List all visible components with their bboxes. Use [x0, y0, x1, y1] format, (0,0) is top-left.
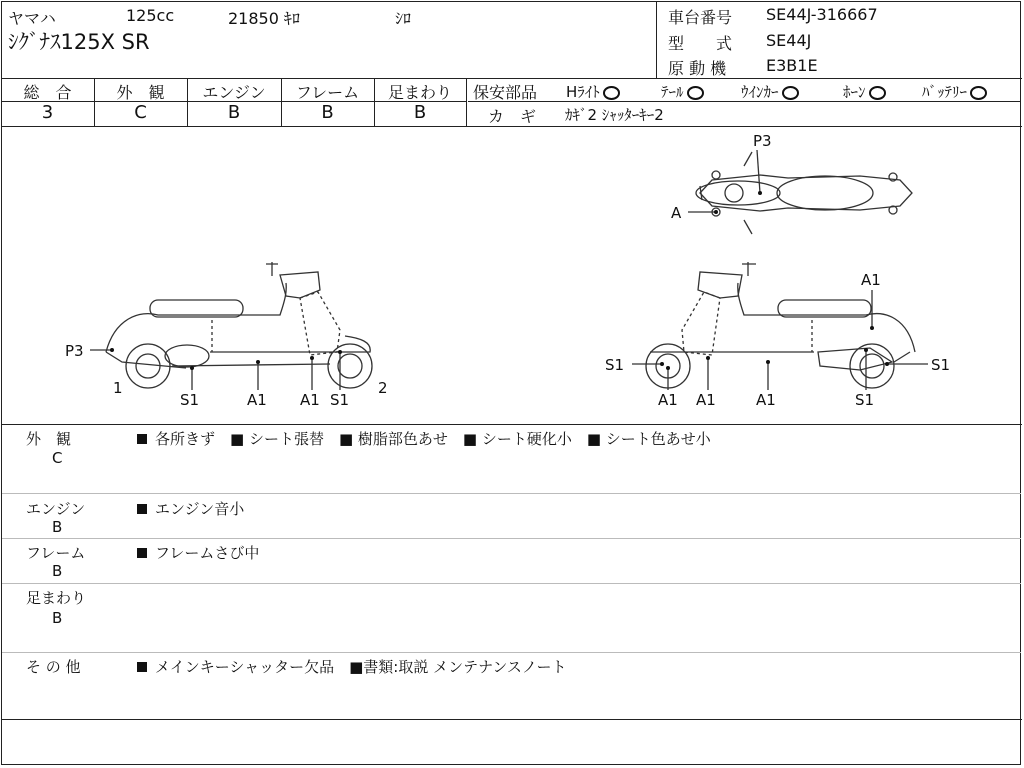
comment-grade-suspension: B	[52, 609, 63, 627]
comment-label-engine: エンジン	[26, 500, 86, 518]
label-top-p3: P3	[753, 132, 772, 150]
bullet-icon	[137, 434, 147, 444]
comment-text-engine: エンジン音小	[137, 498, 244, 519]
displacement: 125cc	[126, 6, 175, 25]
type-label: 型 式	[668, 34, 733, 53]
diagram-bottom-rule	[1, 424, 1022, 425]
header-divider	[656, 1, 657, 78]
comment-label-frame: フレーム	[26, 544, 86, 562]
grade-value-engine: B	[227, 102, 241, 123]
key-value: ｶｷﾞ2 ｼｬｯﾀｰｷｰ2	[565, 106, 664, 124]
label-right-a1-top: A1	[861, 271, 881, 289]
label-right-a1-c: A1	[756, 391, 776, 409]
grade-value-suspension: B	[413, 102, 427, 123]
color: ｼﾛ	[395, 9, 412, 28]
engine-no: E3B1E	[766, 56, 818, 75]
maker: ヤマハ	[8, 9, 56, 28]
label-right-s1-bottom: S1	[855, 391, 875, 409]
left-side-scooter	[106, 262, 372, 388]
grade-label-overall: 総 合	[23, 83, 72, 102]
model-name: ｼｸﾞﾅｽ125X SR	[8, 30, 150, 54]
comment-text-frame: フレームさび中	[137, 542, 259, 563]
comments-bottom-rule	[1, 719, 1022, 720]
ok-circle-icon	[782, 86, 799, 100]
safety-item-headlight: Hﾗｲﾄ	[566, 81, 620, 102]
comment-grade-engine: B	[52, 518, 63, 536]
key-label: カ ギ	[488, 107, 537, 126]
comment-text-exterior: 各所きず ■ シート張替 ■ 樹脂部色あせ ■ シート硬化小 ■ シート色あせ小	[137, 428, 711, 449]
grade-label-engine: エンジン	[202, 83, 266, 102]
comment-grade-frame: B	[52, 562, 63, 580]
grade-value-overall: 3	[41, 102, 54, 123]
header-rule	[1, 78, 1022, 79]
label-left-p3: P3	[65, 342, 84, 360]
label-right-s1-rear: S1	[931, 356, 951, 374]
grade-value-exterior: C	[134, 102, 147, 123]
ok-circle-icon	[603, 86, 620, 100]
label-left-s1-b: S1	[330, 391, 350, 409]
safety-label: 保安部品	[473, 83, 538, 102]
ok-circle-icon	[869, 86, 886, 100]
label-left-s1: S1	[180, 391, 200, 409]
label-left-a1-b: A1	[300, 391, 320, 409]
label-right-a1-a: A1	[658, 391, 678, 409]
safety-item-tail: ﾃｰﾙ	[661, 81, 704, 102]
comment-label-suspension: 足まわり	[26, 589, 87, 607]
grade-label-suspension: 足まわり	[387, 83, 452, 102]
damage-diagram	[0, 127, 1024, 424]
bullet-icon	[137, 662, 147, 672]
comment-text-other: メインキーシャッター欠品 ■書類:取説 メンテナンスノート	[137, 656, 566, 677]
comment-label-other: そ の 他	[26, 658, 81, 676]
label-left-2: 2	[378, 379, 388, 397]
safety-item-horn: ﾎｰﾝ	[843, 81, 886, 102]
label-right-s1-front: S1	[605, 356, 625, 374]
grade-value-frame: B	[321, 102, 334, 123]
bullet-icon	[137, 548, 147, 558]
label-top-a: A	[671, 204, 682, 222]
mileage: 21850 ｷﾛ	[228, 9, 300, 28]
ok-circle-icon	[970, 86, 987, 100]
label-left-a1-a: A1	[247, 391, 267, 409]
comment-grade-exterior: C	[52, 449, 63, 467]
grade-label-frame: フレーム	[295, 83, 360, 102]
comment-label-exterior: 外 観	[26, 430, 72, 448]
label-right-a1-b: A1	[696, 391, 716, 409]
top-view-scooter	[696, 152, 912, 234]
label-left-1: 1	[113, 379, 123, 397]
bullet-icon	[137, 504, 147, 514]
frame-no-label: 車台番号	[668, 8, 733, 27]
engine-no-label: 原 動 機	[668, 59, 727, 78]
ok-circle-icon	[687, 86, 704, 100]
safety-item-battery: ﾊﾞｯﾃﾘｰ	[922, 81, 987, 102]
grade-label-exterior: 外 観	[116, 83, 165, 102]
frame-no: SE44J-316667	[766, 5, 878, 24]
type-value: SE44J	[766, 31, 812, 50]
safety-item-winker: ｳｲﾝｶｰ	[741, 81, 799, 102]
